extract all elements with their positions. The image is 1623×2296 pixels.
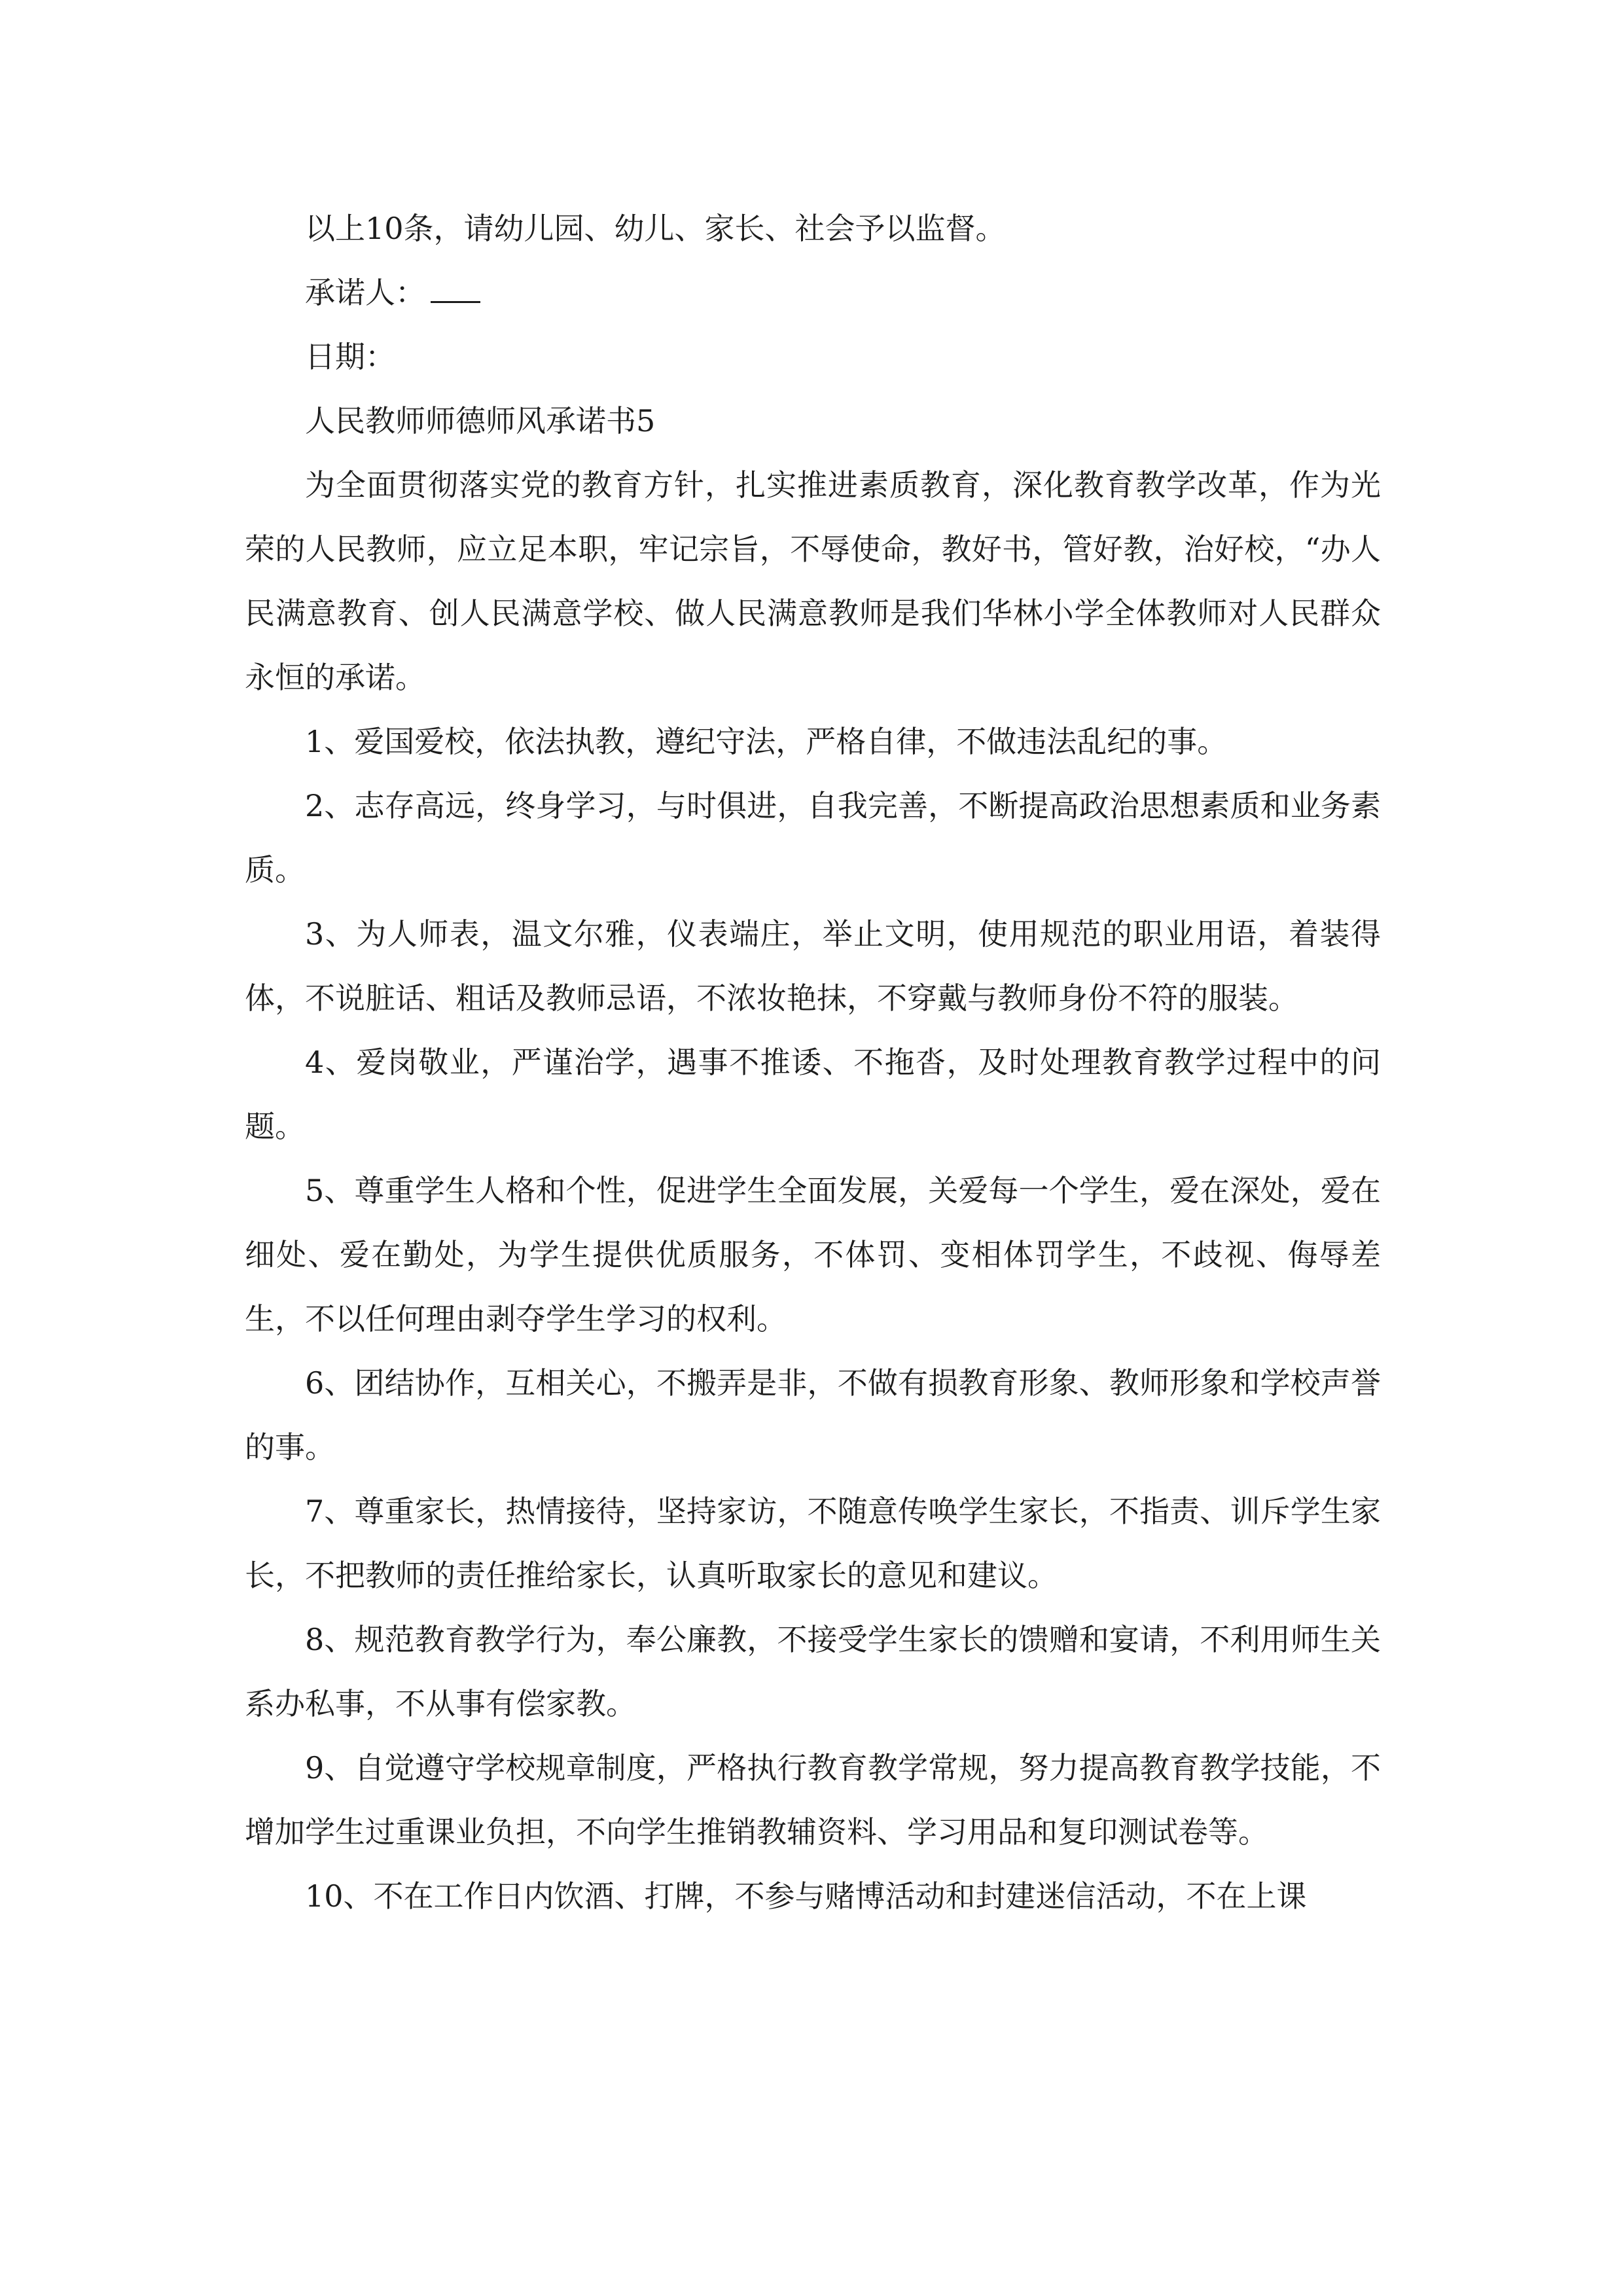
preamble-paragraph: 为全面贯彻落实党的教育方针，扎实推进素质教育，深化教育教学改革，作为光荣的人民教师，应立足本职，牢记宗旨，不辱使命，教好书，管好教，治好校，“办人民满意教育、创人民满意学校、做人民满意教师是我们华林小学全体教师对人民群众永恒的承诺。 (245, 467, 1381, 695)
document-body (245, 196, 1381, 1928)
commitment-item-4: 4、爱岗敬业，严谨治学，遇事不推诿、不拖沓，及时处理教育教学过程中的问题。 (245, 1045, 1381, 1144)
section-title: 人民教师师德师风承诺书5 (305, 403, 656, 439)
signer-line (245, 260, 1381, 325)
intro-line: 以上10条，请幼儿园、幼儿、家长、社会予以监督。 (305, 211, 1006, 246)
commitment-item-3: 3、为人师表，温文尔雅，仪表端庄，举止文明，使用规范的职业用语，着装得体，不说脏话、粗话及教师忌语，不浓妆艳抹，不穿戴与教师身份不符的服装。 (245, 916, 1381, 1016)
commitment-item-6: 6、团结协作，互相关心，不搬弄是非，不做有损教育形象、教师形象和学校声誉的事。 (245, 1365, 1381, 1465)
signer-label: 承诺人： (305, 275, 425, 310)
commitment-item-1: 1、爱国爱校，依法执教，遵纪守法，严格自律，不做违法乱纪的事。 (305, 724, 1228, 759)
commitment-item-5: 5、尊重学生人格和个性，促进学生全面发展，关爱每一个学生，爱在深处，爱在细处、爱在勤处，为学生提供优质服务，不体罚、变相体罚学生，不歧视、侮辱差生，不以任何理由剥夺学生学习的权利。 (245, 1173, 1381, 1336)
commitment-item-9: 9、自觉遵守学校规章制度，严格执行教育教学常规，努力提高教育教学技能，不增加学生过重课业负担，不向学生推销教辅资料、学习用品和复印测试卷等。 (245, 1750, 1381, 1850)
date-line: 日期： (305, 339, 395, 374)
commitment-item-8: 8、规范教育教学行为，奉公廉教，不接受学生家长的馈赠和宴请，不利用师生关系办私事，不从事有偿家教。 (245, 1622, 1381, 1721)
commitment-item-10: 10、不在工作日内饮酒、打牌，不参与赌博活动和封建迷信活动，不在上课 (305, 1878, 1307, 1914)
commitment-item-2: 2、志存高远，终身学习，与时俱进，自我完善，不断提高政治思想素质和业务素质。 (245, 788, 1381, 888)
signature-blank (431, 285, 480, 303)
commitment-item-7: 7、尊重家长，热情接待，坚持家访，不随意传唤学生家长，不指责、训斥学生家长，不把教师的责任推给家长，认真听取家长的意见和建议。 (245, 1494, 1381, 1593)
